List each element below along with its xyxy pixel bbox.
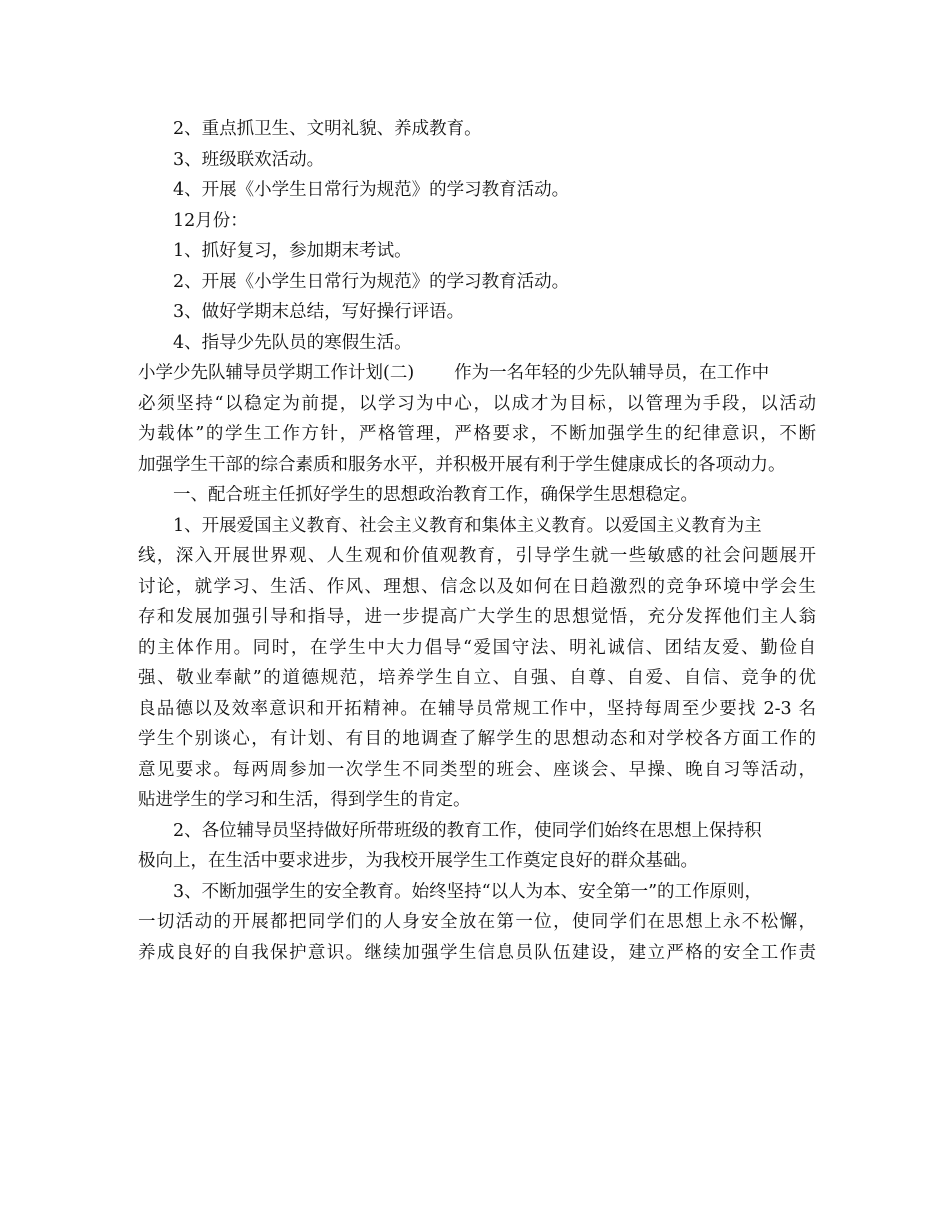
intro-line: 必须坚持“以稳定为前提，以学习为中心，以成才为目标，以管理为手段，以活动 — [138, 393, 816, 414]
paragraph-line: 极向上，在生活中要求进步，为我校开展学生工作奠定良好的群众基础。 — [138, 851, 698, 871]
paragraph-line: 意见要求。每两周参加一次学生不同类型的班会、座谈会、早操、晚自习等活动， — [138, 759, 816, 780]
paragraph-line: 线，深入开展世界观、人生观和价值观教育，引导学生就一些敏感的社会问题展开 — [138, 546, 816, 566]
intro-line: 加强学生干部的综合素质和服务水平，并积极开展有利于学生健康成长的各项动力。 — [138, 454, 786, 475]
paragraph-line: 讨论，就学习、生活、作风、理想、信念以及如何在日趋激烈的竞争环境中学会生 — [138, 576, 816, 597]
paragraph-line: 贴进学生的学习和生活，得到学生的肯定。 — [138, 790, 471, 810]
plan-title: 小学少先队辅导员学期工作计划(二) — [138, 363, 415, 383]
section-heading: 一、配合班主任抓好学生的思想政治教育工作，确保学生思想稳定。 — [173, 485, 698, 505]
paragraph-line: 强、敬业奉献”的道德规范，培养学生自立、自强、自尊、自爱、自信、竞争的优 — [138, 668, 816, 688]
paragraph-line: 存和发展加强引导和指导，进一步提高广大学生的思想觉悟，充分发挥他们主人翁 — [138, 607, 816, 627]
plan-title-line — [138, 358, 816, 389]
paragraph-line: 良品德以及效率意识和开拓精神。在辅导员常规工作中，坚持每周至少要找 2-3 名 — [138, 698, 816, 719]
paragraph-line: 学生个别谈心，有计划、有目的地调查了解学生的思想动态和对学校各方面工作的 — [138, 729, 816, 749]
paragraph-line: 一切活动的开展都把同学们的人身安全放在第一位，使同学们在思想上永不松懈， — [138, 912, 816, 932]
list-item: 3、做好学期末总结，写好操行评语。 — [173, 302, 465, 322]
paragraph-line: 的主体作用。同时，在学生中大力倡导“爱国守法、明礼诚信、团结友爱、勤俭自 — [138, 637, 816, 658]
paragraph-line: 1、开展爱国主义教育、社会主义教育和集体主义教育。以爱国主义教育为主 — [173, 515, 762, 536]
list-item: 3、班级联欢活动。 — [173, 149, 325, 170]
document-body — [138, 114, 816, 968]
list-item: 2、开展《小学生日常行为规范》的学习教育活动。 — [173, 271, 570, 292]
list-item: 4、开展《小学生日常行为规范》的学习教育活动。 — [173, 180, 570, 200]
month-label-december: 12月份： — [173, 210, 248, 231]
list-item: 4、指导少先队员的寒假生活。 — [173, 332, 412, 353]
list-item: 1、抓好复习，参加期末考试。 — [173, 241, 412, 261]
paragraph-line: 3、不断加强学生的安全教育。始终坚持“以人为本、安全第一”的工作原则， — [173, 881, 763, 902]
paragraph-line: 养成良好的自我保护意识。继续加强学生信息员队伍建设，建立严格的安全工作责 — [138, 942, 816, 963]
list-item: 2、重点抓卫生、文明礼貌、养成教育。 — [173, 119, 482, 139]
paragraph-line: 2、各位辅导员坚持做好所带班级的教育工作，使同学们始终在思想上保持积 — [173, 820, 762, 841]
intro-first-line: 作为一名年轻的少先队辅导员，在工作中 — [454, 363, 770, 383]
intro-line: 为载体”的学生工作方针，严格管理，严格要求，不断加强学生的纪律意识，不断 — [138, 424, 816, 444]
